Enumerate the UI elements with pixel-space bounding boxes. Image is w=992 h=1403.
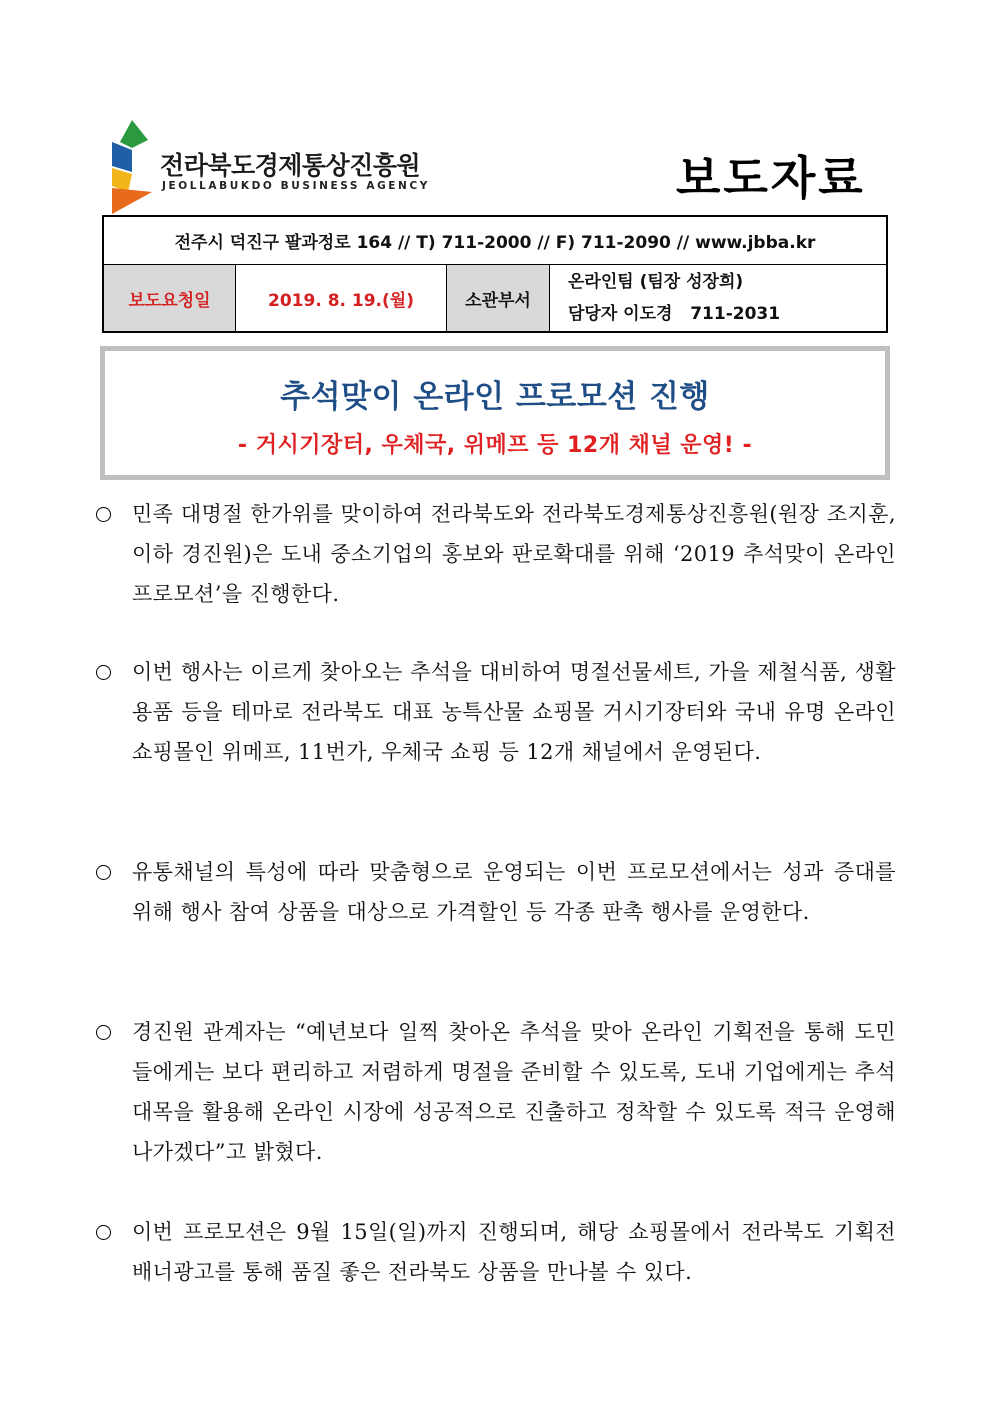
headline-title: 추석맞이 온라인 프로모션 진행 (280, 379, 710, 415)
circle-bullet-icon (96, 494, 120, 534)
organization-logo (108, 120, 428, 215)
organization-name-korean: 전라북도경제통상진흥원 (160, 151, 421, 180)
paragraph-text: 민족 대명절 한가위를 맞이하여 전라북도와 전라북도경제통상진흥원(원장 조지훈, 이하 경진원)은 도내 중소기업의 홍보와 판로확대를 위해 ‘2019 추석맞이 온라인 프로모션’을 진행한다. (132, 502, 896, 606)
body-paragraph-4 (96, 1012, 896, 1172)
headline-box (100, 346, 890, 480)
paragraph-text: 이번 프로모션은 9월 15일(일)까지 진행되며, 해당 쇼핑몰에서 전라북도 기획전 배너광고를 통해 품질 좋은 전라북도 상품을 만나볼 수 있다. (132, 1220, 896, 1284)
paragraph-text: 경진원 관계자는 “예년보다 일찍 찾아온 추석을 맞아 온라인 기획전을 통해 도민들에게는 보다 편리하고 저렴하게 명절을 준비할 수 있도록, 도내 기업에게는 추석 대목을 활용해 온라인 시장에 성공적으로 진출하고 정착할 수 있도록 적극 운영해 나가겠다”고 밝혔다. (132, 1020, 896, 1164)
department-contact-cell (550, 265, 886, 331)
department-label: 소관부서 (447, 265, 550, 331)
body-paragraph-3 (96, 852, 896, 932)
body-paragraph-5 (96, 1212, 896, 1292)
headline-subtitle: - 거시기장터, 우체국, 위메프 등 12개 채널 운영! - (237, 433, 753, 458)
paragraph-text: 이번 행사는 이르게 찾아오는 추석을 대비하여 명절선물세트, 가을 제철식품, 생활용품 등을 테마로 전라북도 대표 농특산물 쇼핑몰 거시기장터와 국내 유명 온라인 쇼핑몰인 위메프, 11번가, 우체국 쇼핑 등 12개 채널에서 운영된다. (132, 660, 896, 764)
request-date-label: 보도요청일 (104, 265, 236, 331)
logo-mark-icon (108, 120, 156, 215)
paragraph-text: 유통채널의 특성에 따라 맞춤형으로 운영되는 이번 프로모션에서는 성과 증대를 위해 행사 참여 상품을 대상으로 가격할인 등 각종 판촉 행사를 운영한다. (132, 860, 896, 924)
body-paragraph-1 (96, 494, 896, 614)
address-line: 전주시 덕진구 팔과정로 164 // T) 711-2000 // F) 711-2090 // www.jbba.kr (104, 217, 886, 265)
department-value: 온라인팀 (팀장 성장희) (568, 272, 744, 292)
organization-name-english: JEOLLABUKDO BUSINESS AGENCY (162, 180, 430, 192)
body-paragraph-2 (96, 652, 896, 772)
press-info-table (102, 215, 888, 333)
circle-bullet-icon (96, 1012, 120, 1052)
request-date-value: 2019. 8. 19.(월) (236, 265, 447, 331)
contact-person: 담당자 이도경 711-2031 (568, 304, 781, 324)
document-type-heading: 보도자료 (676, 151, 866, 205)
circle-bullet-icon (96, 1212, 120, 1252)
circle-bullet-icon (96, 852, 120, 892)
circle-bullet-icon (96, 652, 120, 692)
